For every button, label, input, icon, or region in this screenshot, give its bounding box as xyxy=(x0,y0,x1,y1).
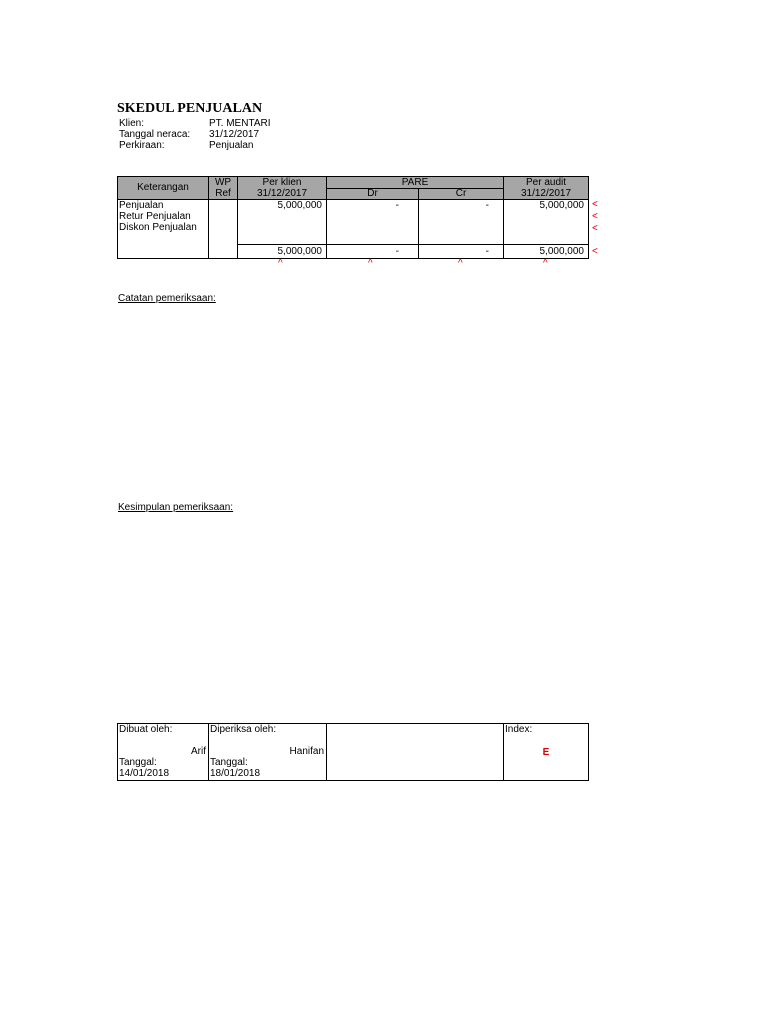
col-keterangan: Keterangan xyxy=(137,182,189,193)
footing-mark-per-audit: ^ xyxy=(543,258,548,269)
penjualan-cr: - xyxy=(485,200,489,211)
penjualan-per-audit: 5,000,000 xyxy=(539,200,584,211)
tickmark-diskon: < xyxy=(592,223,598,234)
client-label: Klien: xyxy=(119,118,145,129)
col-per-klien: Per klien xyxy=(262,177,302,188)
account-value: Penjualan xyxy=(209,140,254,151)
col-per-klien-date: 31/12/2017 xyxy=(256,188,308,199)
diperiksa-date: 18/01/2018 xyxy=(210,768,261,779)
dibuat-date: 14/01/2018 xyxy=(119,768,170,779)
row-label-penjualan: Penjualan xyxy=(119,200,164,211)
footing-mark-cr: ^ xyxy=(458,258,463,269)
client-value: PT. MENTARI xyxy=(209,118,271,129)
total-per-klien: 5,000,000 xyxy=(277,246,322,257)
col-per-audit-date: 31/12/2017 xyxy=(520,188,572,199)
col-wp: WP xyxy=(214,177,232,188)
page-title: SKEDUL PENJUALAN xyxy=(117,101,263,116)
dibuat-tanggal-label: Tanggal: xyxy=(119,757,157,768)
diperiksa-tanggal-label: Tanggal: xyxy=(210,757,248,768)
index-value: E xyxy=(542,747,550,758)
footing-mark-per-klien: ^ xyxy=(278,258,283,269)
tickmark-retur: < xyxy=(592,211,598,222)
col-per-audit: Per audit xyxy=(525,177,567,188)
schedule-table xyxy=(117,176,589,259)
col-ref: Ref xyxy=(215,188,231,199)
total-cr: - xyxy=(485,246,489,257)
catatan-label: Catatan pemeriksaan: xyxy=(118,293,216,304)
index-label: Index: xyxy=(505,724,533,735)
balance-date-label: Tanggal neraca: xyxy=(119,129,191,140)
dibuat-name: Arif xyxy=(191,746,206,757)
dibuat-label: Dibuat oleh: xyxy=(119,724,173,735)
footing-mark-dr: ^ xyxy=(368,258,373,269)
total-per-audit: 5,000,000 xyxy=(539,246,584,257)
penjualan-per-klien: 5,000,000 xyxy=(277,200,322,211)
row-label-diskon: Diskon Penjualan xyxy=(119,222,197,233)
balance-date-value: 31/12/2017 xyxy=(209,129,260,140)
tickmark-penjualan: < xyxy=(592,199,598,210)
signoff-box xyxy=(117,723,589,781)
diperiksa-name: Hanifan xyxy=(289,746,324,757)
row-label-retur: Retur Penjualan xyxy=(119,211,191,222)
kesimpulan-label: Kesimpulan pemeriksaan: xyxy=(118,502,234,513)
col-dr: Dr xyxy=(367,188,378,199)
col-pare: PARE xyxy=(401,177,429,188)
diperiksa-label: Diperiksa oleh: xyxy=(210,724,277,735)
tickmark-total: < xyxy=(592,246,598,257)
col-cr: Cr xyxy=(455,188,467,199)
total-dr: - xyxy=(395,246,399,257)
penjualan-dr: - xyxy=(395,200,399,211)
account-label: Perkiraan: xyxy=(119,140,165,151)
